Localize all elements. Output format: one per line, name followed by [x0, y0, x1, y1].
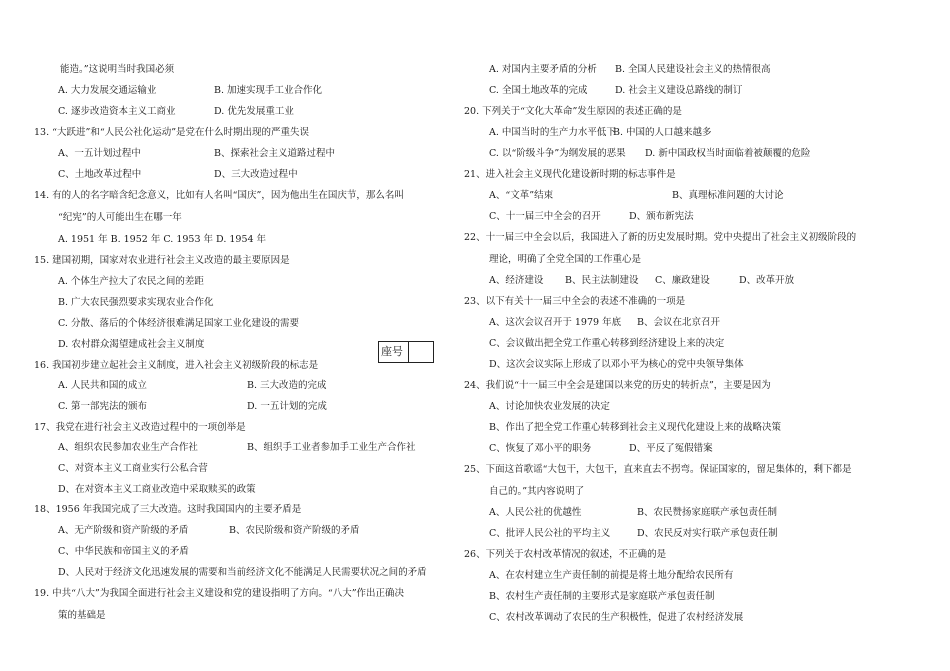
q26-option-b: B、农村生产责任制的主要形式是家庭联产承包责任制 — [489, 591, 715, 602]
q21-stem: 21、进入社会主义现代化建设新时期的标志事件是 — [464, 169, 676, 180]
q26-stem: 26、下列关于农村改革情况的叙述，不正确的是 — [464, 549, 667, 560]
q13-option-a: A、一五计划过程中 — [58, 148, 141, 159]
q12-stem-continuation: 能造。”这说明当时我国必须 — [60, 64, 175, 75]
q22-stem-continuation: 理论，明确了全党全国的工作重心是 — [489, 254, 642, 265]
q24-option-b: B、作出了把全党工作重心转移到社会主义现代化建设上来的战略决策 — [489, 422, 781, 433]
q18-option-b: B、农民阶级和资产阶级的矛盾 — [229, 525, 360, 536]
q18-option-a: A、无产阶级和资产阶级的矛盾 — [58, 525, 189, 536]
q26-option-a: A、在农村建立生产责任制的前提是将土地分配给农民所有 — [489, 570, 734, 581]
q13-option-d: D、三大改造过程中 — [214, 169, 298, 180]
q23-option-d: D、这次会议实际上形成了以邓小平为核心的党中央领导集体 — [489, 359, 744, 370]
q21-option-b: B、真理标准问题的大讨论 — [672, 190, 784, 201]
q19-option-b: B. 全国人民建设社会主义的热情很高 — [615, 64, 771, 75]
q15-option-b: B. 广大农民强烈要求实现农业合作化 — [58, 297, 214, 308]
q20-stem: 20. 下列关于“文化大革命”发生原因的表述正确的是 — [464, 106, 682, 117]
q21-option-c: C、十一届三中全会的召开 — [489, 211, 601, 222]
q14-options: A. 1951 年 B. 1952 年 C. 1953 年 D. 1954 年 — [58, 234, 267, 245]
q17-option-c: C、对资本主义工商业实行公私合营 — [58, 463, 208, 474]
q25-stem: 25、下面这首歌谣“大包干，大包干，直来直去不拐弯。保证国家的，留足集体的，剩下都是 — [464, 464, 852, 475]
q15-option-a: A. 个体生产拉大了农民之间的差距 — [58, 276, 204, 287]
q16-option-d: D. 一五计划的完成 — [247, 401, 327, 412]
q19-option-c: C. 全国土地改革的完成 — [489, 85, 588, 96]
q22-option-c: C、廉政建设 — [655, 275, 710, 286]
q19-stem-continuation: 策的基础是 — [58, 610, 106, 621]
q25-option-a: A、人民公社的优越性 — [489, 507, 582, 518]
q16-option-a: A. 人民共和国的成立 — [58, 380, 147, 391]
q19-option-d: D. 社会主义建设总路线的制订 — [615, 85, 743, 96]
seat-number-label: 座号 — [381, 345, 403, 358]
q15-option-c: C. 分散、落后的个体经济很难满足国家工业化建设的需要 — [58, 318, 299, 329]
q16-option-c: C. 第一部宪法的颁布 — [58, 401, 147, 412]
q20-option-b: B. 中国的人口越来越多 — [613, 127, 712, 138]
q18-option-c: C、中华民族和帝国主义的矛盾 — [58, 546, 189, 557]
q12-option-c: C. 逐步改造资本主义工商业 — [58, 106, 176, 117]
q16-option-b: B. 三大改造的完成 — [247, 380, 327, 391]
q23-option-c: C、会议做出把全党工作重心转移到经济建设上来的决定 — [489, 338, 725, 349]
q15-option-d: D. 农村群众渴望建成社会主义制度 — [58, 339, 205, 350]
q24-option-d: D、平反了冤假错案 — [629, 443, 713, 454]
q21-option-a: A、“文革”结束 — [489, 190, 554, 201]
q14-stem-continuation: “纪宪”的人可能出生在哪一年 — [58, 212, 182, 223]
q18-stem: 18、1956 年我国完成了三大改造。这时我国国内的主要矛盾是 — [34, 504, 302, 515]
q15-stem: 15. 建国初期，国家对农业进行社会主义改造的最主要原因是 — [34, 255, 290, 266]
q18-option-d: D、人民对于经济文化迅速发展的需要和当前经济文化不能满足人民需要状况之间的矛盾 — [58, 567, 427, 578]
q22-option-d: D、改革开放 — [739, 275, 795, 286]
q26-option-c: C、农村改革调动了农民的生产积极性，促进了农村经济发展 — [489, 612, 744, 623]
q25-stem-continuation: 自己的。”其内容说明了 — [489, 486, 585, 497]
q20-option-c: C. 以“阶级斗争”为纲发展的恶果 — [489, 148, 626, 159]
q19-stem: 19. 中共“八大”为我国全面进行社会主义建设和党的建设指明了方向。“八大”作出正确决 — [34, 588, 405, 599]
q17-option-d: D、在对资本主义工商业改造中采取赎买的政策 — [58, 484, 256, 495]
q25-option-c: C、批评人民公社的平均主义 — [489, 528, 611, 539]
q23-option-b: B、会议在北京召开 — [637, 317, 720, 328]
q17-stem: 17、我党在进行社会主义改造过程中的一项创举是 — [34, 422, 246, 433]
q25-option-b: B、农民赞扬家庭联产承包责任制 — [637, 507, 777, 518]
q24-stem: 24、我们说“十一届三中全会是建国以来党的历史的转折点”，主要是因为 — [464, 380, 771, 391]
seat-number-divider — [408, 342, 409, 362]
q13-option-b: B、探索社会主义道路过程中 — [214, 148, 335, 159]
q22-option-a: A、经济建设 — [489, 275, 544, 286]
q24-option-c: C、恢复了邓小平的职务 — [489, 443, 592, 454]
q22-stem: 22、十一届三中全会以后，我国进入了新的历史发展时期。党中央提出了社会主义初级阶段的 — [464, 232, 857, 243]
q24-option-a: A、讨论加快农业发展的决定 — [489, 401, 610, 412]
q22-option-b: B、民主法制建设 — [565, 275, 639, 286]
q17-option-a: A、组织农民参加农业生产合作社 — [58, 442, 198, 453]
q17-option-b: B、组织手工业者参加手工业生产合作社 — [247, 442, 416, 453]
q20-option-a: A. 中国当时的生产力水平低下 — [489, 127, 616, 138]
q19-option-a: A. 对国内主要矛盾的分析 — [489, 64, 597, 75]
q13-stem: 13. “大跃进”和“人民公社化运动”是党在什么时期出现的严重失误 — [34, 127, 310, 138]
q16-stem: 16. 我国初步建立起社会主义制度，进入社会主义初级阶段的标志是 — [34, 360, 319, 371]
q23-stem: 23、以下有关十一届三中全会的表述不准确的一项是 — [464, 296, 686, 307]
q21-option-d: D、颁布新宪法 — [629, 211, 694, 222]
q12-option-d: D. 优先发展重工业 — [214, 106, 294, 117]
seat-number-box — [378, 341, 434, 363]
q12-option-b: B. 加速实现手工业合作化 — [214, 85, 323, 96]
q14-stem: 14. 有的人的名字暗含纪念意义，比如有人名叫“国庆”，因为他出生在国庆节，那么名叫 — [34, 190, 404, 201]
q13-option-c: C、土地改革过程中 — [58, 169, 142, 180]
q25-option-d: D、农民反对实行联产承包责任制 — [637, 528, 778, 539]
q20-option-d: D. 新中国政权当时面临着被颠覆的危险 — [645, 148, 811, 159]
q12-option-a: A. 大力发展交通运输业 — [58, 85, 157, 96]
q23-option-a: A、这次会议召开于 1979 年底 — [489, 317, 622, 328]
